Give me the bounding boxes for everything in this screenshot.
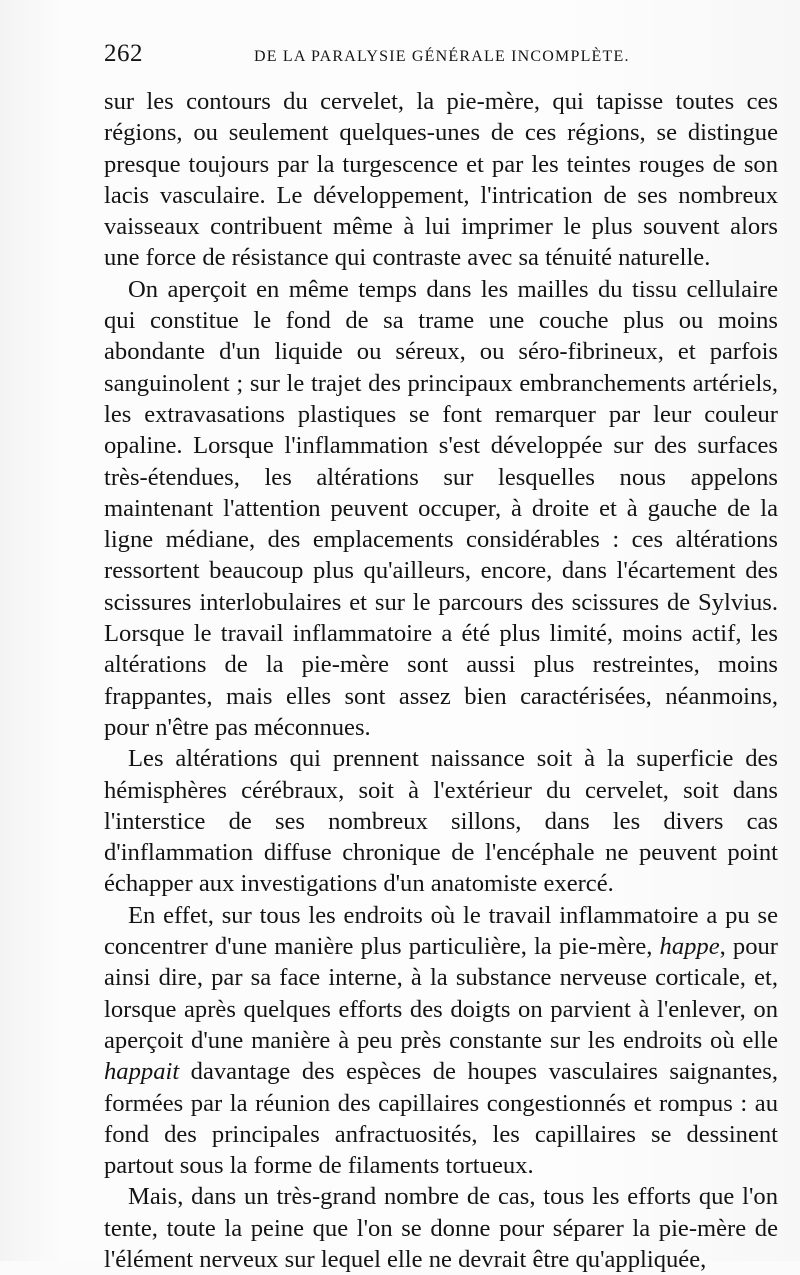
paragraph-5: Mais, dans un très-grand nombre de cas, tous les efforts que l'on tente, toute la peine que l'on se donne pour séparer la pie-mère de l'élément nerveux sur lequel elle ne devrait être qu'appliquée, <box>104 1183 778 1273</box>
body-text <box>104 86 778 1275</box>
italic-happait: happait <box>104 1058 180 1086</box>
running-title: DE LA PARALYSIE GÉNÉRALE INCOMPLÈTE. <box>254 48 630 65</box>
italic-happe: happe <box>659 933 720 961</box>
paragraph-3: Les altérations qui prennent naissance soit à la superficie des hémisphères cérébraux, soit à l'extérieur du cervelet, soit dans l'interstice de ses nombreux sillons, dans les divers cas d'inflammation diffuse chronique de l'encéphale ne peuvent point échapper aux investigations d'un anatomiste exercé. <box>104 745 778 898</box>
paragraph-4 <box>104 900 778 1182</box>
paragraph-4-part-c: davantage des espèces de houpes vasculaires saignantes, formées par la réunion des capillaires congestionnés et rompus : au fond des principales anfractuosités, les capillaires se dessinent partout sous la forme de filaments tortueux. <box>104 1058 778 1180</box>
paragraph-1: sur les contours du cervelet, la pie-mère, qui tapisse toutes ces régions, ou seulement quelques-unes de ces régions, se distingue presque toujours par la turgescence et par les teintes rouges de son lacis vasculaire. Le développement, l'intrication de ses nombreux vaisseaux contribuent même à lui imprimer le plus souvent alors une force de résistance qui contraste avec sa ténuité naturelle. <box>104 88 778 272</box>
paragraph-4-part-b: , pour ainsi dire, par sa face interne, à la substance nerveuse corticale, et, lorsque après quelques efforts des doigts on parvient à l'enlever, on aperçoit d'une manière à peu près constante sur les endroits où elle <box>104 933 779 1054</box>
page-header <box>104 40 784 80</box>
paragraph-4-part-a: En effet, sur tous les endroits où le travail inflammatoire a pu se concentrer d'une manière plus particulière, la pie-mère, <box>104 901 778 961</box>
page-number: 262 <box>104 40 143 67</box>
paragraph-2: On aperçoit en même temps dans les mailles du tissu cellulaire qui constitue le fond de sa trame une couche plus ou moins abondante d'un liquide ou séreux, ou séro-fibrineux, et parfois sanguinolent ; sur le trajet des principaux embranchements artériels, les extravasations plastiques se font remarquer par leur couleur opaline. Lorsque l'inflammation s'est développée sur des surfaces très-étendues, les altérations sur lesquelles nous appelons maintenant l'attention peuvent occuper, à droite et à gauche de la ligne médiane, des emplacements considérables : ces altérations ressortent beaucoup plus qu'ailleurs, encore, dans l'écartement des scissures interlobulaires et sur le parcours des scissures de Sylvius. Lorsque le travail inflammatoire a été plus limité, moins actif, les altérations de la pie-mère sont aussi plus restreintes, moins frappantes, mais elles sont assez bien caractérisées, néanmoins, pour n'être pas méconnues. <box>104 275 778 741</box>
